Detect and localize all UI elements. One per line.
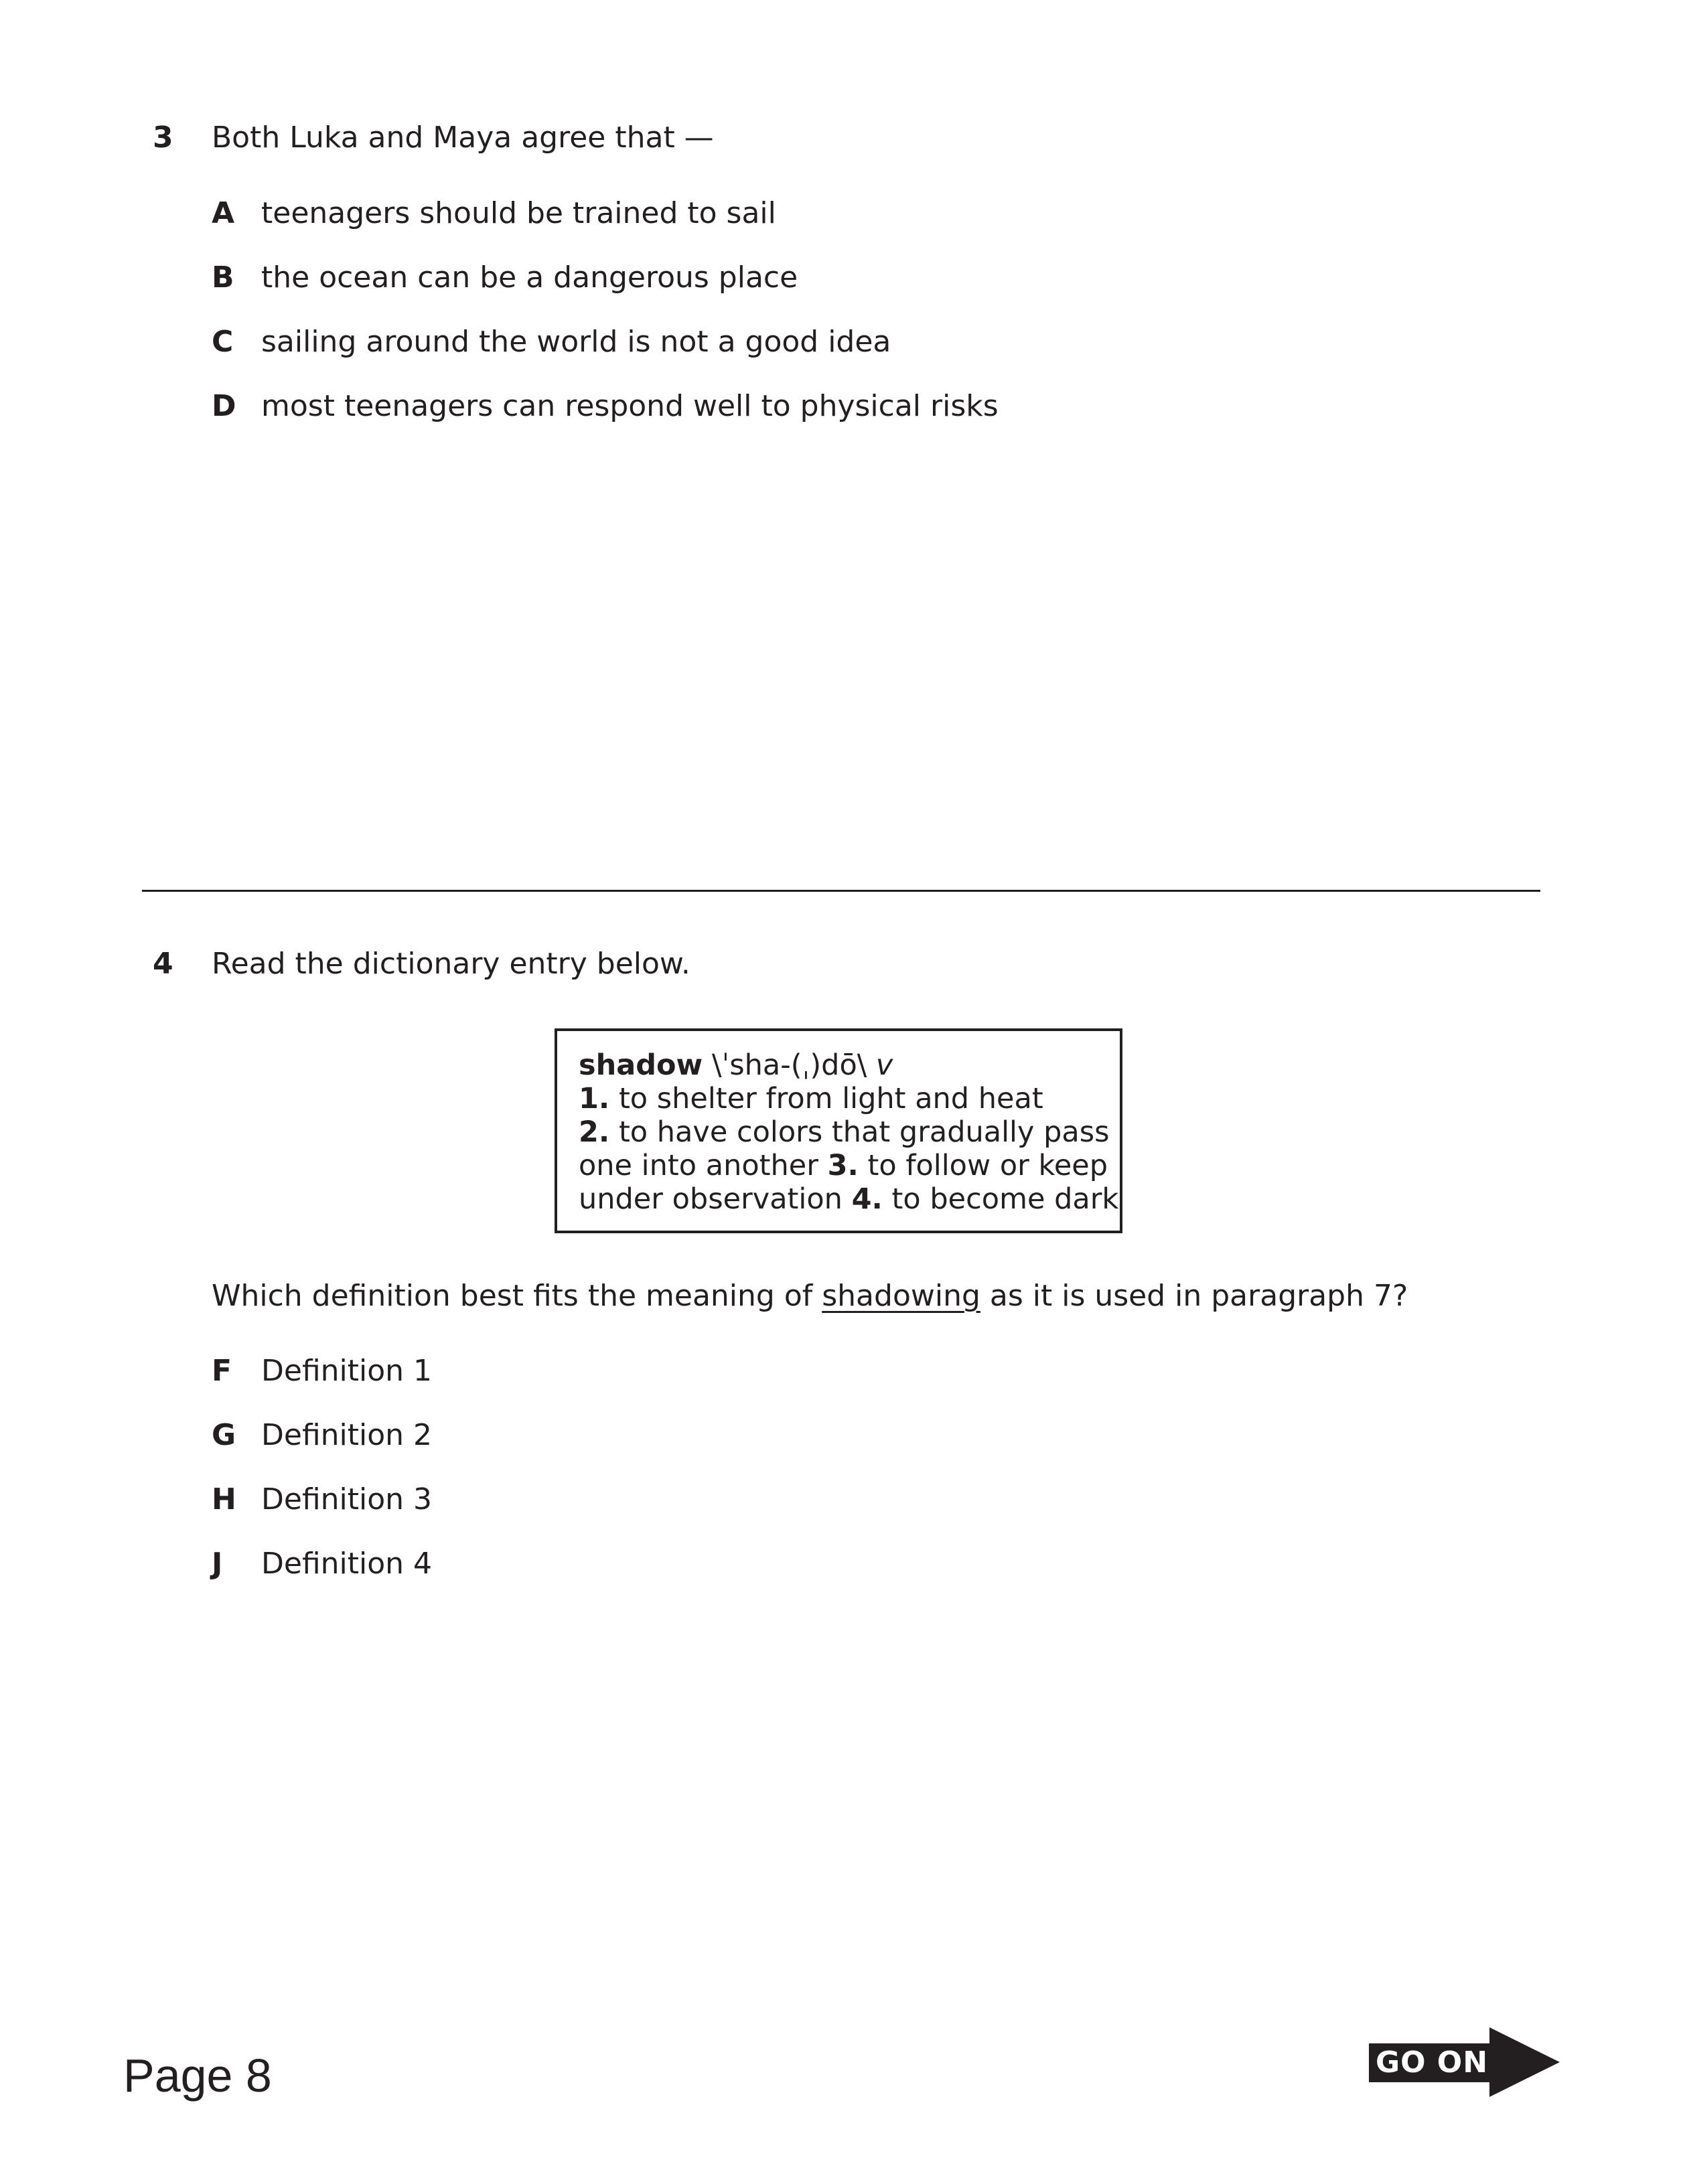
definition-text: to follow or keep xyxy=(867,1149,1108,1182)
option-letter: H xyxy=(212,1482,236,1516)
option-letter: D xyxy=(212,389,236,423)
option-text: Definition 2 xyxy=(261,1418,433,1452)
option-letter: F xyxy=(212,1354,232,1388)
option-letter: B xyxy=(212,260,234,295)
definition-text: one into another xyxy=(579,1149,818,1182)
option-text: Definition 4 xyxy=(261,1547,433,1581)
page-number: Page 8 xyxy=(123,2049,272,2102)
dictionary-line-1 xyxy=(579,1048,1120,1082)
dictionary-line-5 xyxy=(579,1182,1120,1216)
option-letter: J xyxy=(212,1547,223,1581)
definition-text: to shelter from light and heat xyxy=(618,1082,1043,1115)
underlined-word: shadowing xyxy=(822,1279,980,1313)
dictionary-line-2 xyxy=(579,1082,1120,1115)
question-3-stem: Both Luka and Maya agree that — xyxy=(212,121,714,155)
dictionary-pronunciation: \ˈsha-(ˌ)dō\ xyxy=(711,1048,867,1082)
option-letter: G xyxy=(212,1418,236,1452)
option-letter: C xyxy=(212,325,234,359)
definition-text: to have colors that gradually pass xyxy=(618,1115,1110,1149)
dictionary-line-4 xyxy=(579,1149,1120,1182)
go-on-label: GO ON xyxy=(1369,2043,1495,2082)
option-text: Definition 1 xyxy=(261,1354,433,1388)
option-text: most teenagers can respond well to physical risks xyxy=(261,389,999,423)
option-letter: A xyxy=(212,196,235,230)
definition-text: to become dark xyxy=(891,1182,1119,1216)
option-text: sailing around the world is not a good idea xyxy=(261,325,891,359)
option-text: teenagers should be trained to sail xyxy=(261,196,776,230)
definition-number: 1. xyxy=(579,1082,610,1115)
go-on-indicator xyxy=(1369,2027,1560,2097)
question-3-number: 3 xyxy=(153,121,173,155)
definition-number: 4. xyxy=(851,1182,883,1216)
question-text-after: as it is used in paragraph 7? xyxy=(989,1279,1408,1313)
dictionary-entry-box xyxy=(555,1028,1122,1233)
definition-text: under observation xyxy=(579,1182,843,1216)
definition-number: 3. xyxy=(827,1149,859,1182)
option-text: the ocean can be a dangerous place xyxy=(261,260,798,295)
question-4-stem xyxy=(212,1279,1408,1313)
section-divider xyxy=(142,890,1540,892)
question-4-number: 4 xyxy=(153,947,173,981)
question-4-intro: Read the dictionary entry below. xyxy=(212,947,690,981)
definition-number: 2. xyxy=(579,1115,610,1149)
option-text: Definition 3 xyxy=(261,1482,433,1516)
dictionary-headword: shadow xyxy=(579,1048,703,1082)
question-text-before: Which definition best fits the meaning of xyxy=(212,1279,813,1313)
dictionary-line-3 xyxy=(579,1115,1120,1149)
dictionary-part-of-speech: v xyxy=(875,1048,893,1082)
